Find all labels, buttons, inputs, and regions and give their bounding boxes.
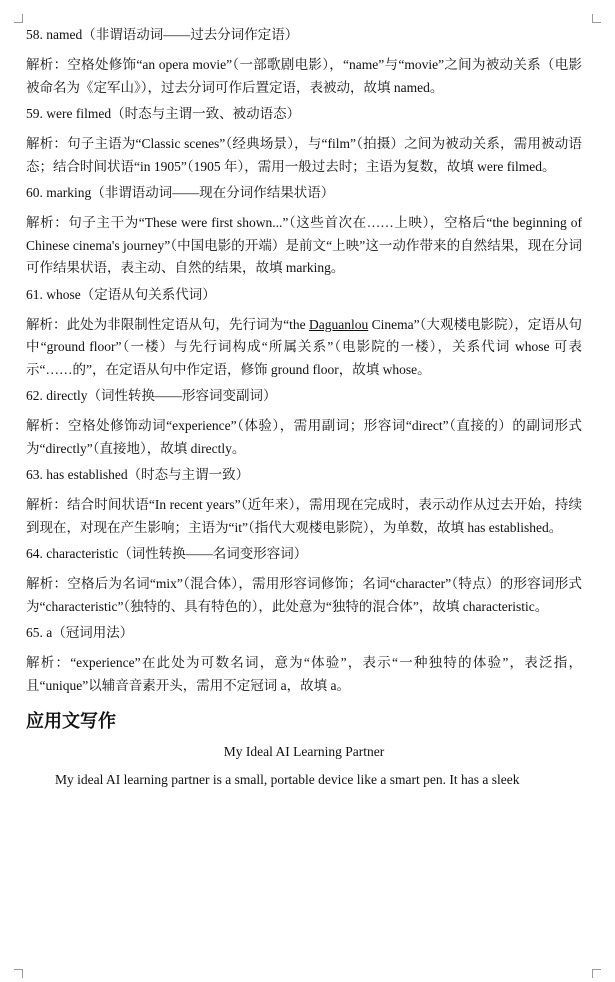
document-body (26, 25, 582, 790)
answer-item-60 (26, 183, 582, 280)
answer-item-65 (26, 623, 582, 697)
answer-heading: 62. directly（词性转换——形容词变副词） (26, 388, 277, 403)
spellcheck-underlined-word: Daguanlou (308, 316, 369, 332)
answer-item-62 (26, 386, 582, 460)
answer-item-64 (26, 544, 582, 618)
answer-heading: 64. characteristic（词性转换——名词变形容词） (26, 546, 308, 561)
explanation-text-part: 解析：此处为非限制性定语从句，先行词为“the (26, 316, 309, 332)
page-corner-mark-bottom-left (14, 969, 23, 978)
answer-explanation: 解析：“experience”在此处为可数名词，意为“体验”，表示“一种独特的体验”，表泛指，且“unique”以辅音音素开头，需用不定冠词 a，故填 a。 (26, 655, 582, 693)
answer-heading: 65. a（冠词用法） (26, 625, 134, 640)
answer-heading: 63. has established（时态与主谓一致） (26, 467, 250, 482)
answer-item-61 (26, 285, 582, 382)
answer-explanation: 解析：空格处修饰动词“experience”（体验），需用副词；形容词“direct”（直接的）的副词形式为“directly”（直接地），故填 directly。 (26, 418, 582, 456)
section-title: 应用文写作 (26, 711, 116, 732)
answer-explanation: 解析：结合时间状语“In recent years”（近年来），需用现在完成时，表示动作从过去开始，持续到现在，对现在产生影响；主语为“it”（指代大观楼电影院），为单数，故填 has established。 (26, 497, 582, 535)
answer-heading: 58. named（非谓语动词——过去分词作定语） (26, 27, 299, 42)
answer-explanation: 解析：句子主语为“Classic scenes”（经典场景），与“film”（拍摄）之间为被动关系，需用被动语态；结合时间状语“in 1905”（1905 年），需用一般过去时；主语为复数，故填 were filmed。 (26, 136, 582, 174)
explanation-text-part: Cinema”（大观楼电影院），定语从句中“ground floor”（一楼）与先行词构成“所属关系”（电影院的一楼），关系代词 whose 可表示“……的”，在定语从句中作定语，修饰 ground floor，故填 whose。 (26, 316, 583, 377)
answer-heading: 60. marking（非谓语动词——现在分词作结果状语） (26, 185, 335, 200)
page-corner-mark-top-right (592, 14, 601, 23)
answer-item-63 (26, 465, 582, 539)
essay-first-line: My ideal AI learning partner is a small, portable device like a smart pen. It has a sleek (55, 772, 520, 787)
answer-explanation: 解析：句子主干为“These were first shown...”（这些首次在……上映），空格后“the beginning of Chinese cinema's journey”（中国电影的开端）是前文“上映”这一动作带来的自然结果，现在分词可作结果状语，表主动、自然的结果，故填 marking。 (26, 215, 582, 275)
answer-heading: 61. whose（定语从句关系代词） (26, 286, 216, 302)
answer-explanation: 解析：空格处修饰“an opera movie”（一部歌剧电影），“name”与“movie”之间为被动关系（电影被命名为《定军山》），过去分词可作后置定语，表被动，故填 named。 (26, 57, 582, 95)
page-corner-mark-bottom-right (592, 969, 601, 978)
answer-explanation (26, 314, 582, 382)
essay-title: My Ideal AI Learning Partner (223, 744, 385, 759)
answer-item-59 (26, 104, 582, 178)
answer-item-58 (26, 25, 582, 99)
answer-explanation: 解析：空格后为名词“mix”（混合体），需用形容词修饰；名词“character”（特点）的形容词形式为“characteristic”（独特的、具有特色的），此处意为“独特的混合体”，故填 characteristic。 (26, 576, 582, 614)
page-corner-mark-top-left (14, 14, 23, 23)
answer-heading: 59. were filmed（时态与主谓一致、被动语态） (26, 106, 301, 121)
